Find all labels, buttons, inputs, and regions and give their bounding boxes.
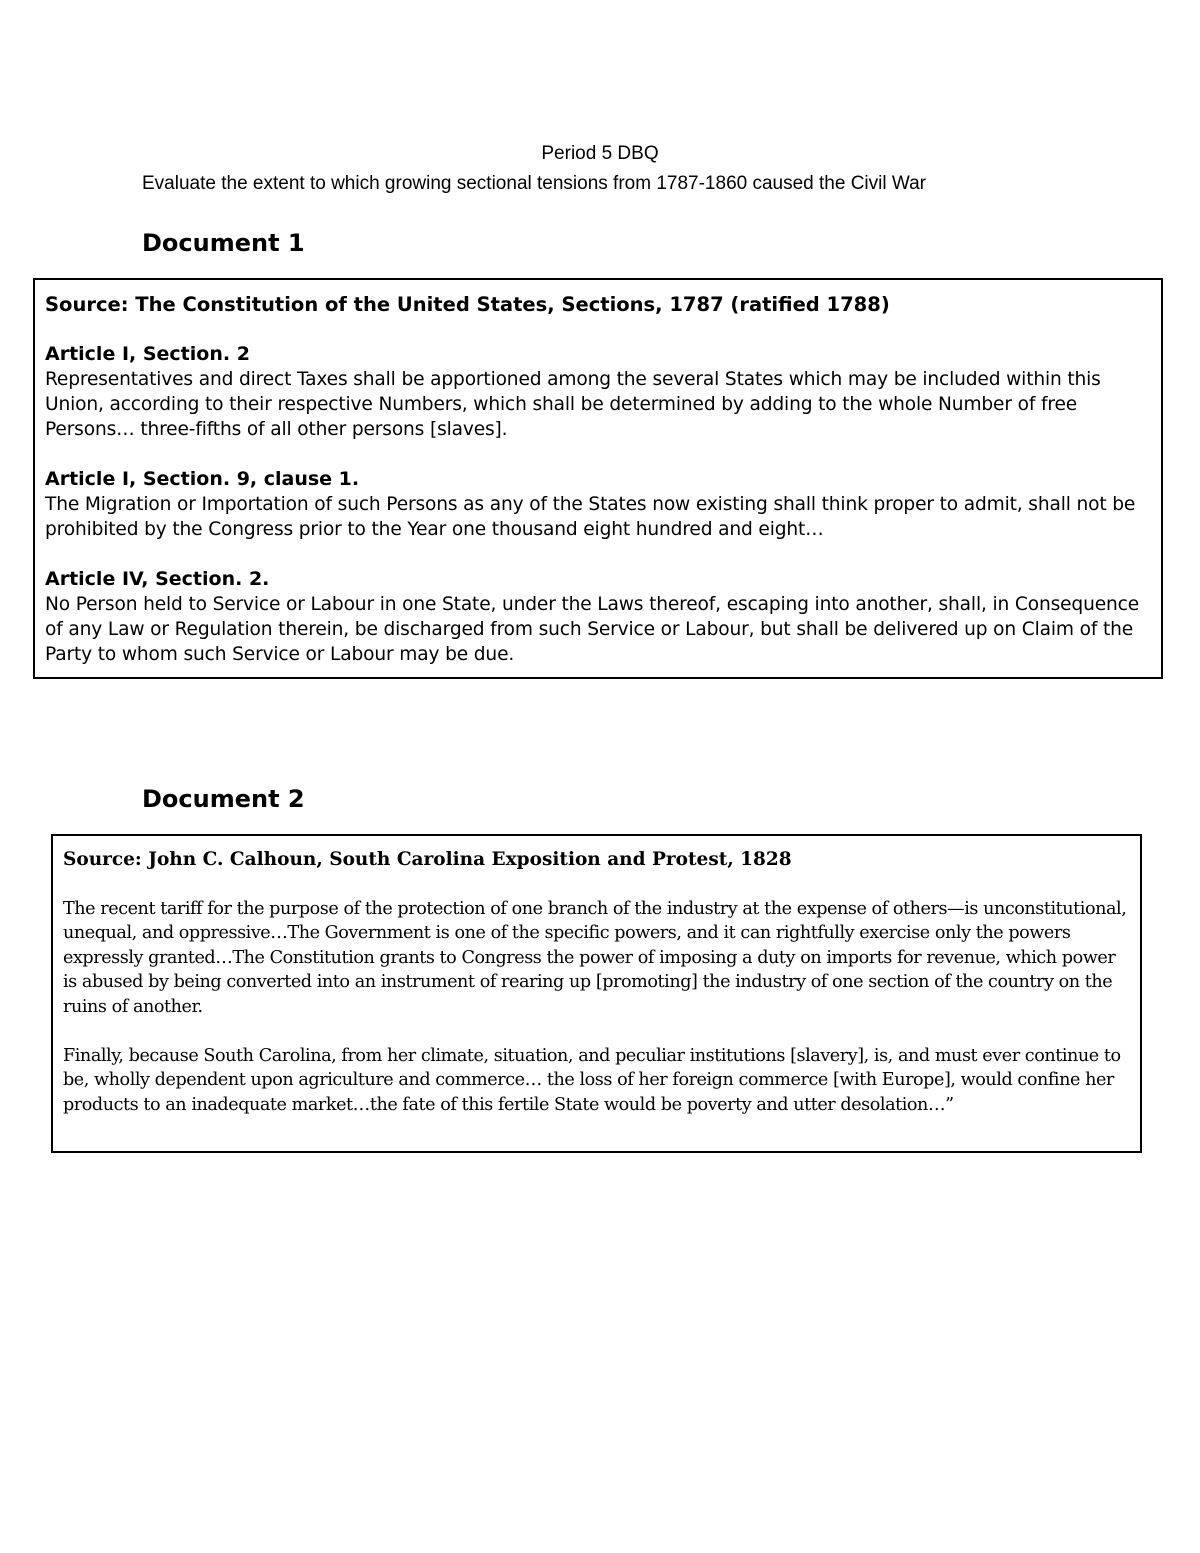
document-1-source: Source: The Constitution of the United States, Sections, 1787 (ratified 1788)	[45, 293, 890, 316]
document-2-heading: Document 2	[142, 785, 305, 813]
article-3-heading: Article IV, Section. 2.	[45, 568, 270, 590]
document-1-heading: Document 1	[142, 229, 305, 257]
article-3-text: No Person held to Service or Labour in one State, under the Laws thereof, escaping into another, shall, in Consequence of any Law or Regulation therein, be discharged from such Service or Labour, but shall be delivered up on Claim of the Party to whom such Service or Labour may be due.	[45, 594, 1139, 665]
article-2-text: The Migration or Importation of such Persons as any of the States now existing shall think proper to admit, shall not be prohibited by the Congress prior to the Year one thousand eight hundred and eight…	[45, 494, 1136, 540]
prompt-text: Evaluate the extent to which growing sectional tensions from 1787-1860 caused the Civil War	[142, 173, 927, 194]
page-title: Period 5 DBQ	[541, 143, 659, 164]
document-2-box	[51, 834, 1142, 1153]
article-2-heading: Article I, Section. 9, clause 1.	[45, 468, 360, 490]
document-2-source: Source: John C. Calhoun, South Carolina Exposition and Protest, 1828	[63, 849, 792, 870]
document-2-paragraph-1: The recent tariff for the purpose of the protection of one branch of the industry at the expense of others—is unconstitutional, unequal, and oppressive…The Government is one of the specific powers, and it can rightfully exercise only the powers expressly granted…The Constitution grants to Congress the power of imposing a duty on imports for revenue, which power is abused by being converted into an instrument of rearing up [promoting] the industry of one section of the country on the ruins of another.	[63, 898, 1127, 1017]
document-2-paragraph-2: Finally, because South Carolina, from her climate, situation, and peculiar institutions [slavery], is, and must ever continue to be, wholly dependent upon agriculture and commerce… the loss of her foreign commerce [with Europe], would confine her products to an inadequate market…the fate of this fertile State would be poverty and utter desolation…”	[63, 1045, 1121, 1115]
article-1-text: Representatives and direct Taxes shall be apportioned among the several States which may be included within this Union, according to their respective Numbers, which shall be determined by adding to the whole Number of free Persons… three-fifths of all other persons [slaves].	[45, 369, 1101, 440]
essay-prompt	[142, 173, 926, 195]
document-1-box	[33, 278, 1163, 679]
article-1-heading: Article I, Section. 2	[45, 343, 250, 365]
